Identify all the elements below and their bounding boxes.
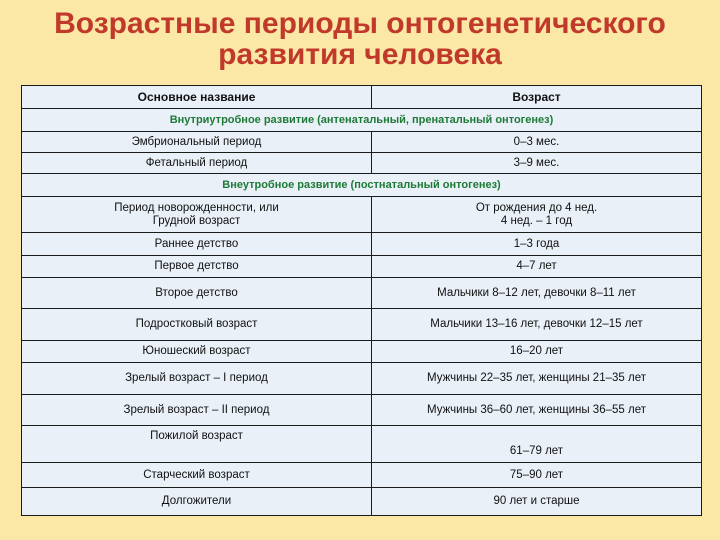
- period-name: Эмбриональный период: [22, 132, 372, 153]
- table-row: [22, 256, 702, 278]
- title-line-1: Возрастные периоды онтогенетического: [54, 7, 666, 40]
- period-name: Долгожители: [22, 488, 372, 516]
- period-name: Первое детство: [22, 256, 372, 278]
- table-row: [22, 153, 702, 174]
- period-age-line: 4 нед. – 1 год: [500, 214, 573, 227]
- section-label: Внеутробное развитие (постнатальный онтогенез): [22, 174, 702, 197]
- period-age: [372, 197, 702, 233]
- period-name: Юношеский возраст: [22, 341, 372, 363]
- period-age: 3–9 мес.: [372, 153, 702, 174]
- period-name: Подростковый возраст: [22, 309, 372, 341]
- period-name-line: Период новорожденности, или: [114, 201, 279, 214]
- table-row: [22, 463, 702, 488]
- period-name: Старческий возраст: [22, 463, 372, 488]
- header-name: Основное название: [22, 86, 372, 109]
- period-name: [22, 197, 372, 233]
- period-age: 90 лет и старше: [372, 488, 702, 516]
- period-age: Мальчики 13–16 лет, девочки 12–15 лет: [372, 309, 702, 341]
- period-age: 1–3 года: [372, 233, 702, 256]
- period-age: 0–3 мес.: [372, 132, 702, 153]
- header-age: Возраст: [372, 86, 702, 109]
- period-age-line: От рождения до 4 нед.: [475, 201, 598, 214]
- section-label: Внутриутробное развитие (антенатальный, пренатальный онтогенез): [22, 109, 702, 132]
- table-row: [22, 426, 702, 463]
- table-row: [22, 132, 702, 153]
- period-age: 61–79 лет: [372, 426, 702, 463]
- period-age: 4–7 лет: [372, 256, 702, 278]
- section-row: [22, 174, 702, 197]
- period-name: Фетальный период: [22, 153, 372, 174]
- period-name: Раннее детство: [22, 233, 372, 256]
- period-name: Зрелый возраст – II период: [22, 395, 372, 426]
- age-periods-table: [21, 85, 702, 516]
- period-name: Зрелый возраст – I период: [22, 363, 372, 395]
- table-row: [22, 341, 702, 363]
- table-header-row: [22, 86, 702, 109]
- table-row: [22, 233, 702, 256]
- table-row: [22, 395, 702, 426]
- table-row: [22, 488, 702, 516]
- period-age: Мужчины 22–35 лет, женщины 21–35 лет: [372, 363, 702, 395]
- page-title: [0, 8, 720, 70]
- period-age: Мужчины 36–60 лет, женщины 36–55 лет: [372, 395, 702, 426]
- table-row: [22, 278, 702, 309]
- period-age: 75–90 лет: [372, 463, 702, 488]
- period-name: Пожилой возраст: [22, 426, 372, 463]
- period-name-line: Грудной возраст: [152, 214, 241, 227]
- period-age: 16–20 лет: [372, 341, 702, 363]
- table-row: [22, 197, 702, 233]
- table-row: [22, 363, 702, 395]
- title-line-2: развития человека: [218, 38, 502, 71]
- table-row: [22, 309, 702, 341]
- period-name: Второе детство: [22, 278, 372, 309]
- period-age: Мальчики 8–12 лет, девочки 8–11 лет: [372, 278, 702, 309]
- section-row: [22, 109, 702, 132]
